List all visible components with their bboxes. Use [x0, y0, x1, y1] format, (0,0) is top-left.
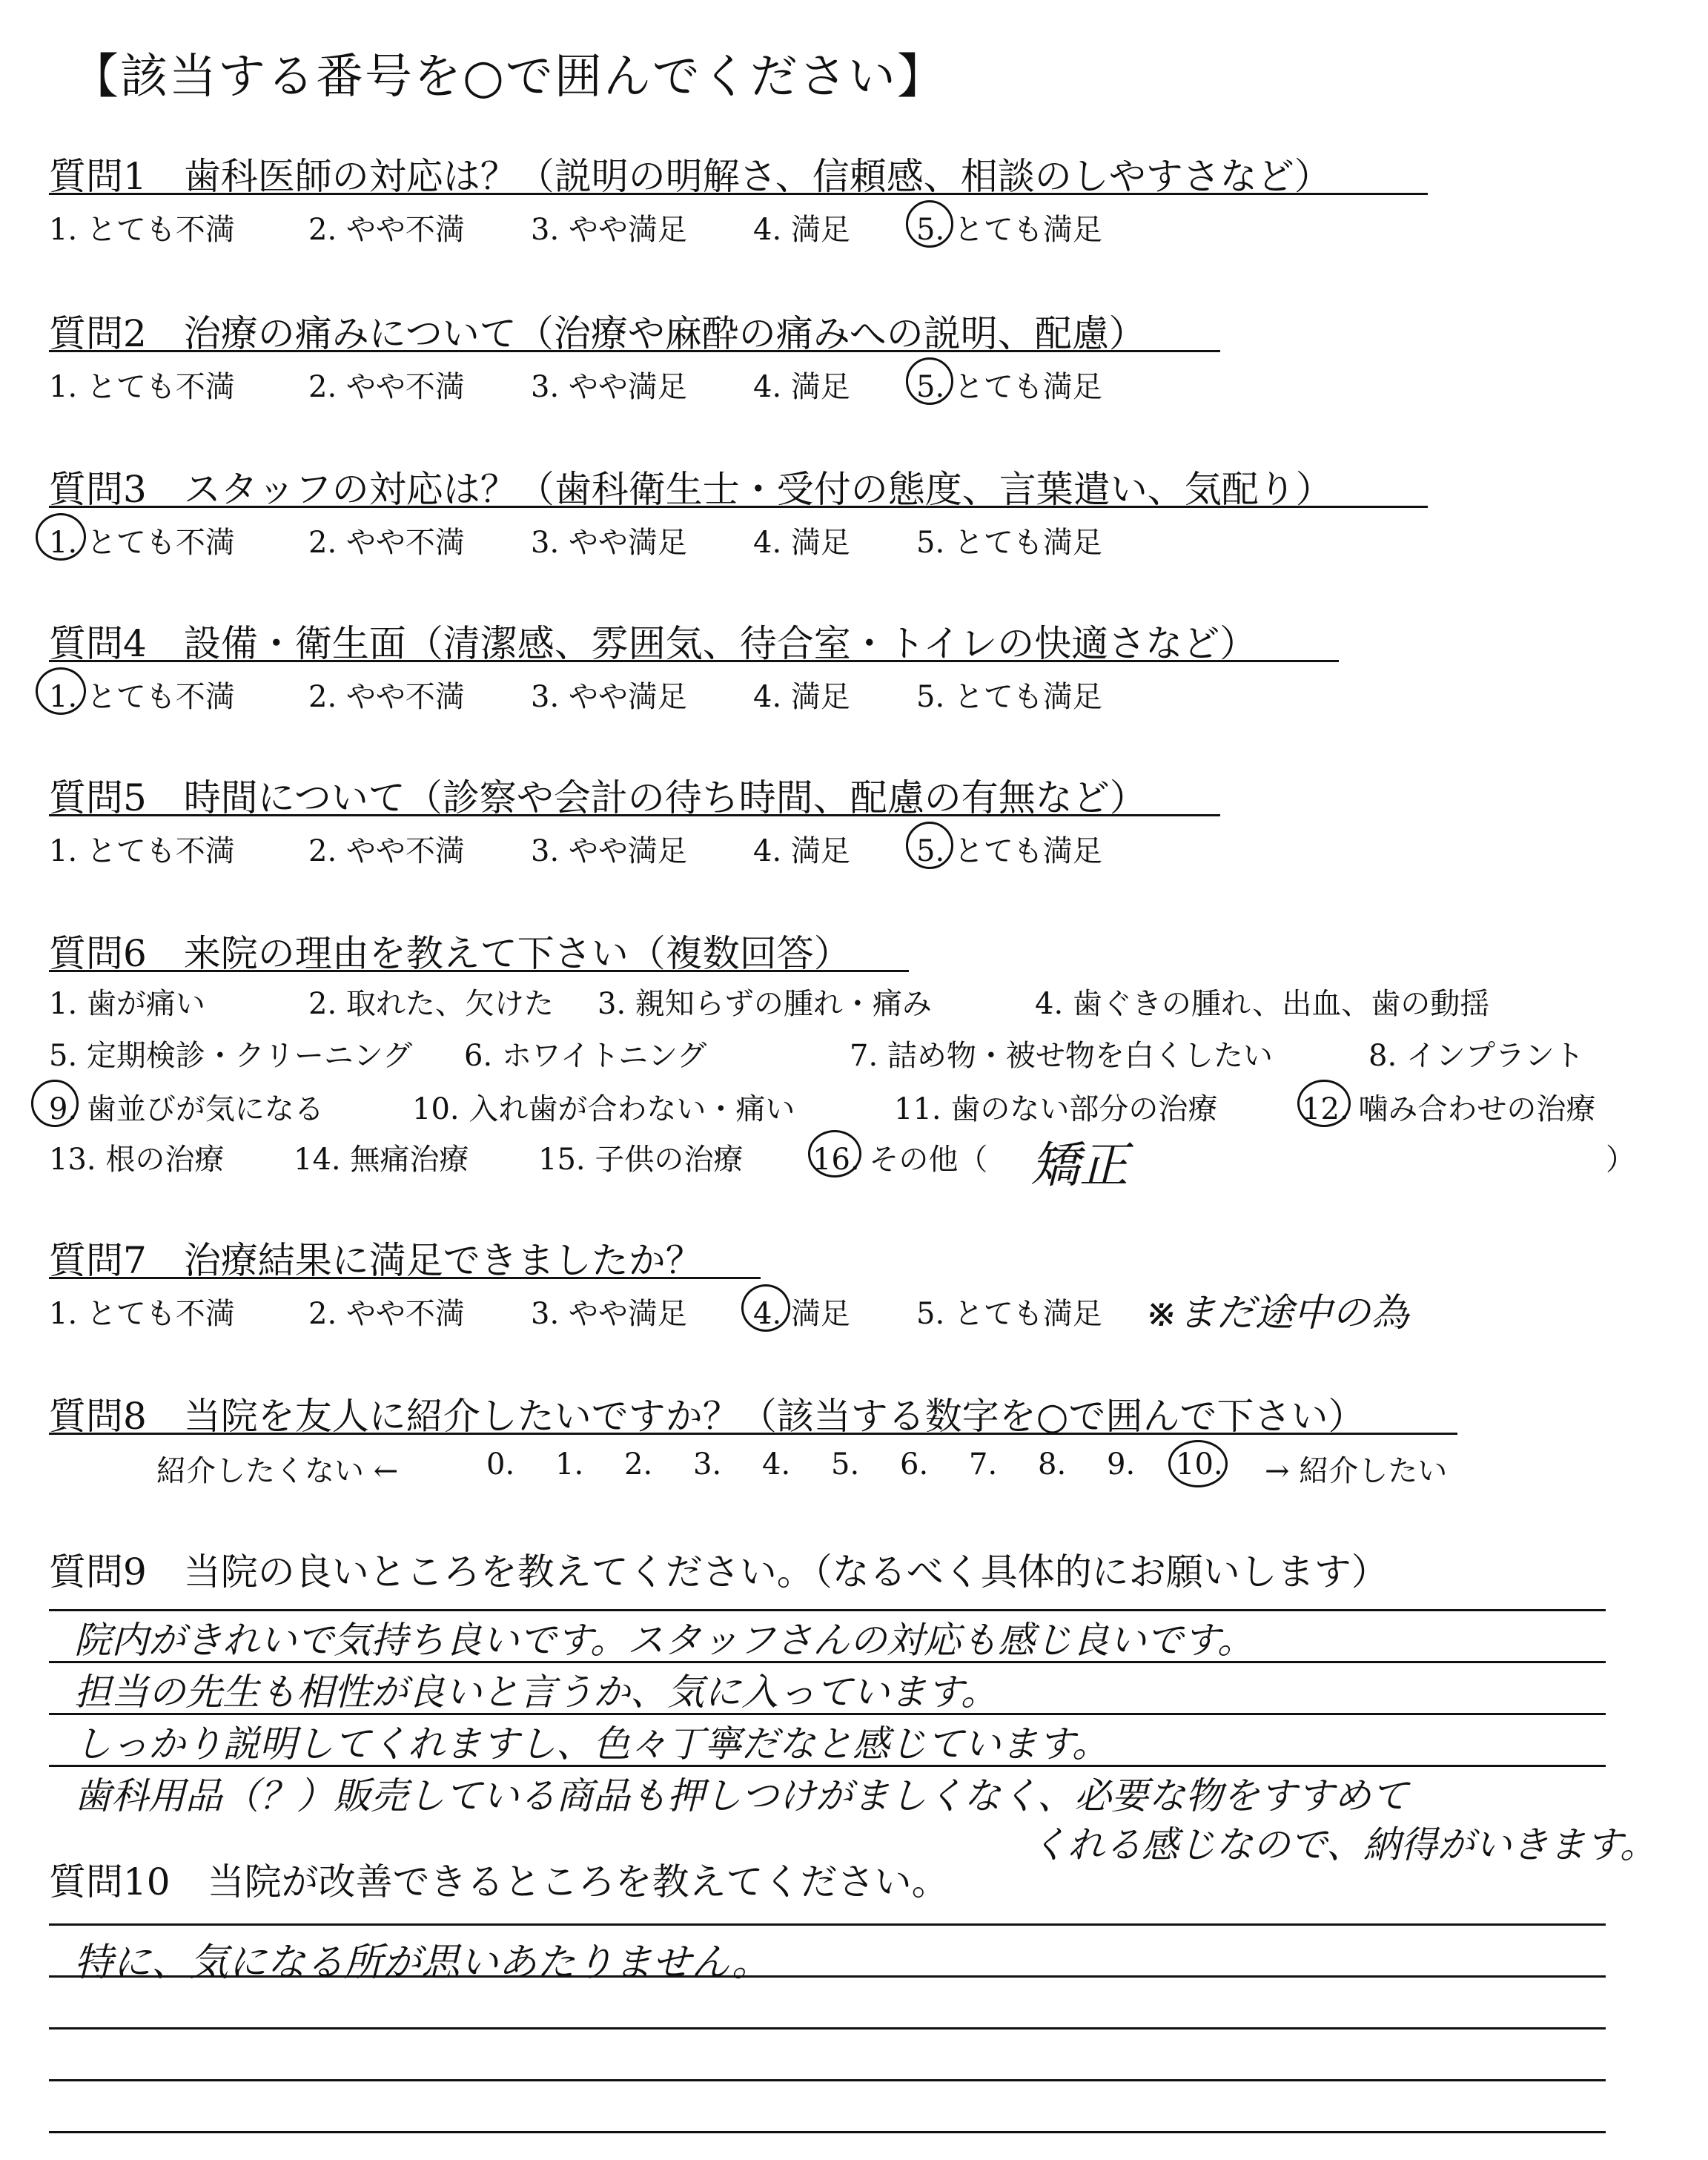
question-8-underline — [49, 1433, 1457, 1435]
q6-option-16[interactable]: 16. その他（ — [812, 1143, 988, 1177]
q8-num-1[interactable]: 1. — [555, 1447, 584, 1482]
q3-answer-circle — [36, 513, 86, 561]
q8-num-4[interactable]: 4. — [762, 1447, 791, 1482]
question-4-label: 質問4 設備・衛生面（清潔感、雰囲気、待合室・トイレの快適さなど） — [49, 622, 1257, 665]
q6-answer-16-circle — [808, 1130, 861, 1178]
q4-option-5[interactable]: 5. とても満足 — [916, 680, 1102, 714]
q1-option-5[interactable]: 5. とても満足 — [916, 213, 1102, 247]
q8-num-7[interactable]: 7. — [969, 1447, 998, 1482]
q8-num-6[interactable]: 6. — [900, 1447, 929, 1482]
q7-handwritten-note: ※まだ途中の為 — [1145, 1291, 1409, 1335]
q10-rule-5 — [49, 2131, 1606, 2133]
q2-option-2[interactable]: 2. やや不満 — [308, 370, 465, 404]
question-6-underline — [49, 970, 909, 972]
q6-option-14[interactable]: 14. 無痛治療 — [294, 1143, 469, 1177]
question-7-underline — [49, 1277, 761, 1279]
q3-option-5[interactable]: 5. とても満足 — [916, 526, 1102, 560]
q10-rule-1 — [49, 1923, 1606, 1926]
q6-option-3[interactable]: 3. 親知らずの腫れ・痛み — [598, 987, 932, 1021]
q1-option-4[interactable]: 4. 満足 — [753, 213, 850, 247]
question-10-label: 質問10 当院が改善できるところを教えてください。 — [49, 1860, 949, 1903]
q8-num-5[interactable]: 5. — [831, 1447, 860, 1482]
question-1-underline — [49, 193, 1428, 195]
q5-option-4[interactable]: 4. 満足 — [753, 834, 850, 868]
question-2-label: 質問2 治療の痛みについて（治療や麻酔の痛みへの説明、配慮） — [49, 312, 1146, 355]
q6-option-5[interactable]: 5. 定期検診・クリーニング — [49, 1039, 413, 1073]
q10-answer-line-1: 特に、気になる所が思いあたりません。 — [74, 1941, 771, 1985]
q8-num-8[interactable]: 8. — [1038, 1447, 1067, 1482]
q7-option-5[interactable]: 5. とても満足 — [916, 1297, 1102, 1331]
q1-option-3[interactable]: 3. やや満足 — [531, 213, 687, 247]
question-3-underline — [49, 506, 1428, 508]
q7-answer-circle — [741, 1284, 790, 1332]
q2-option-5[interactable]: 5. とても満足 — [916, 370, 1102, 404]
q7-option-4[interactable]: 4. 満足 — [753, 1297, 850, 1331]
q6-option-8[interactable]: 8. インプラント — [1368, 1039, 1584, 1073]
q2-option-3[interactable]: 3. やや満足 — [531, 370, 687, 404]
q1-option-1[interactable]: 1. とても不満 — [49, 213, 235, 247]
q9-answer-line-3: しっかり説明してくれますし、色々丁寧だなと感じています。 — [74, 1723, 1109, 1766]
q8-answer-circle — [1168, 1440, 1228, 1487]
q6-option-13[interactable]: 13. 根の治療 — [49, 1143, 225, 1177]
q6-answer-12-circle — [1297, 1080, 1351, 1127]
question-1-label: 質問1 歯科医師の対応は？（説明の明解さ、信頼感、相談のしやすさなど） — [49, 155, 1331, 198]
q2-answer-circle — [906, 357, 953, 405]
q5-option-5[interactable]: 5. とても満足 — [916, 834, 1102, 868]
q10-rule-4 — [49, 2079, 1606, 2081]
q4-option-3[interactable]: 3. やや満足 — [531, 680, 687, 714]
q6-option-4[interactable]: 4. 歯ぐきの腫れ、出血、歯の動揺 — [1035, 987, 1490, 1021]
question-5-label: 質問5 時間について（診察や会計の待ち時間、配慮の有無など） — [49, 776, 1147, 819]
question-9-label: 質問9 当院の良いところを教えてください。（なるべく具体的にお願いします） — [49, 1550, 1388, 1593]
question-2-underline — [49, 350, 1220, 352]
q6-option-11[interactable]: 11. 歯のない部分の治療 — [894, 1092, 1218, 1126]
q8-left-label: 紹介したくない ← — [156, 1454, 399, 1488]
q9-answer-line-2: 担当の先生も相性が良いと言うか、気に入っています。 — [74, 1671, 998, 1714]
question-8-label: 質問8 当院を友人に紹介したいですか？（該当する数字を○で囲んで下さい） — [49, 1395, 1366, 1438]
q6-option-10[interactable]: 10. 入れ歯が合わない・痛い — [412, 1092, 795, 1126]
q7-option-3[interactable]: 3. やや満足 — [531, 1297, 687, 1331]
q4-option-2[interactable]: 2. やや不満 — [308, 680, 465, 714]
q5-option-3[interactable]: 3. やや満足 — [531, 834, 687, 868]
q3-option-4[interactable]: 4. 満足 — [753, 526, 850, 560]
q5-option-1[interactable]: 1. とても不満 — [49, 834, 235, 868]
q8-num-2[interactable]: 2. — [624, 1447, 653, 1482]
q6-option-12[interactable]: 12. 噛み合わせの治療 — [1302, 1092, 1596, 1126]
q10-rule-3 — [49, 2027, 1606, 2029]
q5-option-2[interactable]: 2. やや不満 — [308, 834, 465, 868]
page-title: 【該当する番号を○で囲んでください】 — [71, 50, 946, 105]
question-6-label: 質問6 来院の理由を教えて下さい（複数回答） — [49, 932, 851, 975]
q9-answer-line-4: 歯科用品（？）販売している商品も押しつけがましくなく、必要な物をすすめて — [74, 1774, 1409, 1817]
q6-option-2[interactable]: 2. 取れた、欠けた — [308, 987, 554, 1021]
q6-option-6[interactable]: 6. ホワイトニング — [464, 1039, 707, 1073]
q1-option-2[interactable]: 2. やや不満 — [308, 213, 465, 247]
q6-answer-9-circle — [31, 1080, 79, 1127]
q4-option-1[interactable]: 1. とても不満 — [49, 680, 235, 714]
q4-answer-circle — [36, 667, 86, 715]
q5-answer-circle — [906, 822, 953, 869]
question-4-underline — [49, 660, 1339, 662]
q6-option-7[interactable]: 7. 詰め物・被せ物を白くしたい — [850, 1039, 1273, 1073]
q3-option-1[interactable]: 1. とても不満 — [49, 526, 235, 560]
q6-other-close-paren: ） — [1606, 1143, 1635, 1177]
q4-option-4[interactable]: 4. 満足 — [753, 680, 850, 714]
q8-num-3[interactable]: 3. — [693, 1447, 722, 1482]
q3-option-2[interactable]: 2. やや不満 — [308, 526, 465, 560]
q3-option-3[interactable]: 3. やや満足 — [531, 526, 687, 560]
q7-option-1[interactable]: 1. とても不満 — [49, 1297, 235, 1331]
question-5-underline — [49, 814, 1220, 816]
q2-option-1[interactable]: 1. とても不満 — [49, 370, 235, 404]
q6-option-15[interactable]: 15. 子供の治療 — [538, 1143, 744, 1177]
q9-answer-line-5: くれる感じなので、納得がいきます。 — [1030, 1823, 1657, 1866]
q7-option-2[interactable]: 2. やや不満 — [308, 1297, 465, 1331]
q6-option-9[interactable]: 9. 歯並びが気になる — [49, 1092, 324, 1126]
q8-right-label: → 紹介したい — [1265, 1454, 1448, 1488]
q6-other-handwritten: 矯正 — [1030, 1137, 1128, 1194]
question-3-label: 質問3 スタッフの対応は？（歯科衛生士・受付の態度、言葉遣い、気配り） — [49, 468, 1333, 511]
q8-num-0[interactable]: 0. — [486, 1447, 515, 1482]
q6-option-1[interactable]: 1. 歯が痛い — [49, 987, 205, 1021]
q2-option-4[interactable]: 4. 満足 — [753, 370, 850, 404]
q8-num-10[interactable]: 10. — [1176, 1447, 1223, 1482]
q1-answer-circle — [906, 200, 953, 248]
question-7-label: 質問7 治療結果に満足できましたか？ — [49, 1239, 703, 1282]
q9-answer-line-1: 院内がきれいで気持ち良いです。スタッフさんの対応も感じ良いです。 — [74, 1619, 1254, 1662]
q8-num-9[interactable]: 9. — [1107, 1447, 1136, 1482]
